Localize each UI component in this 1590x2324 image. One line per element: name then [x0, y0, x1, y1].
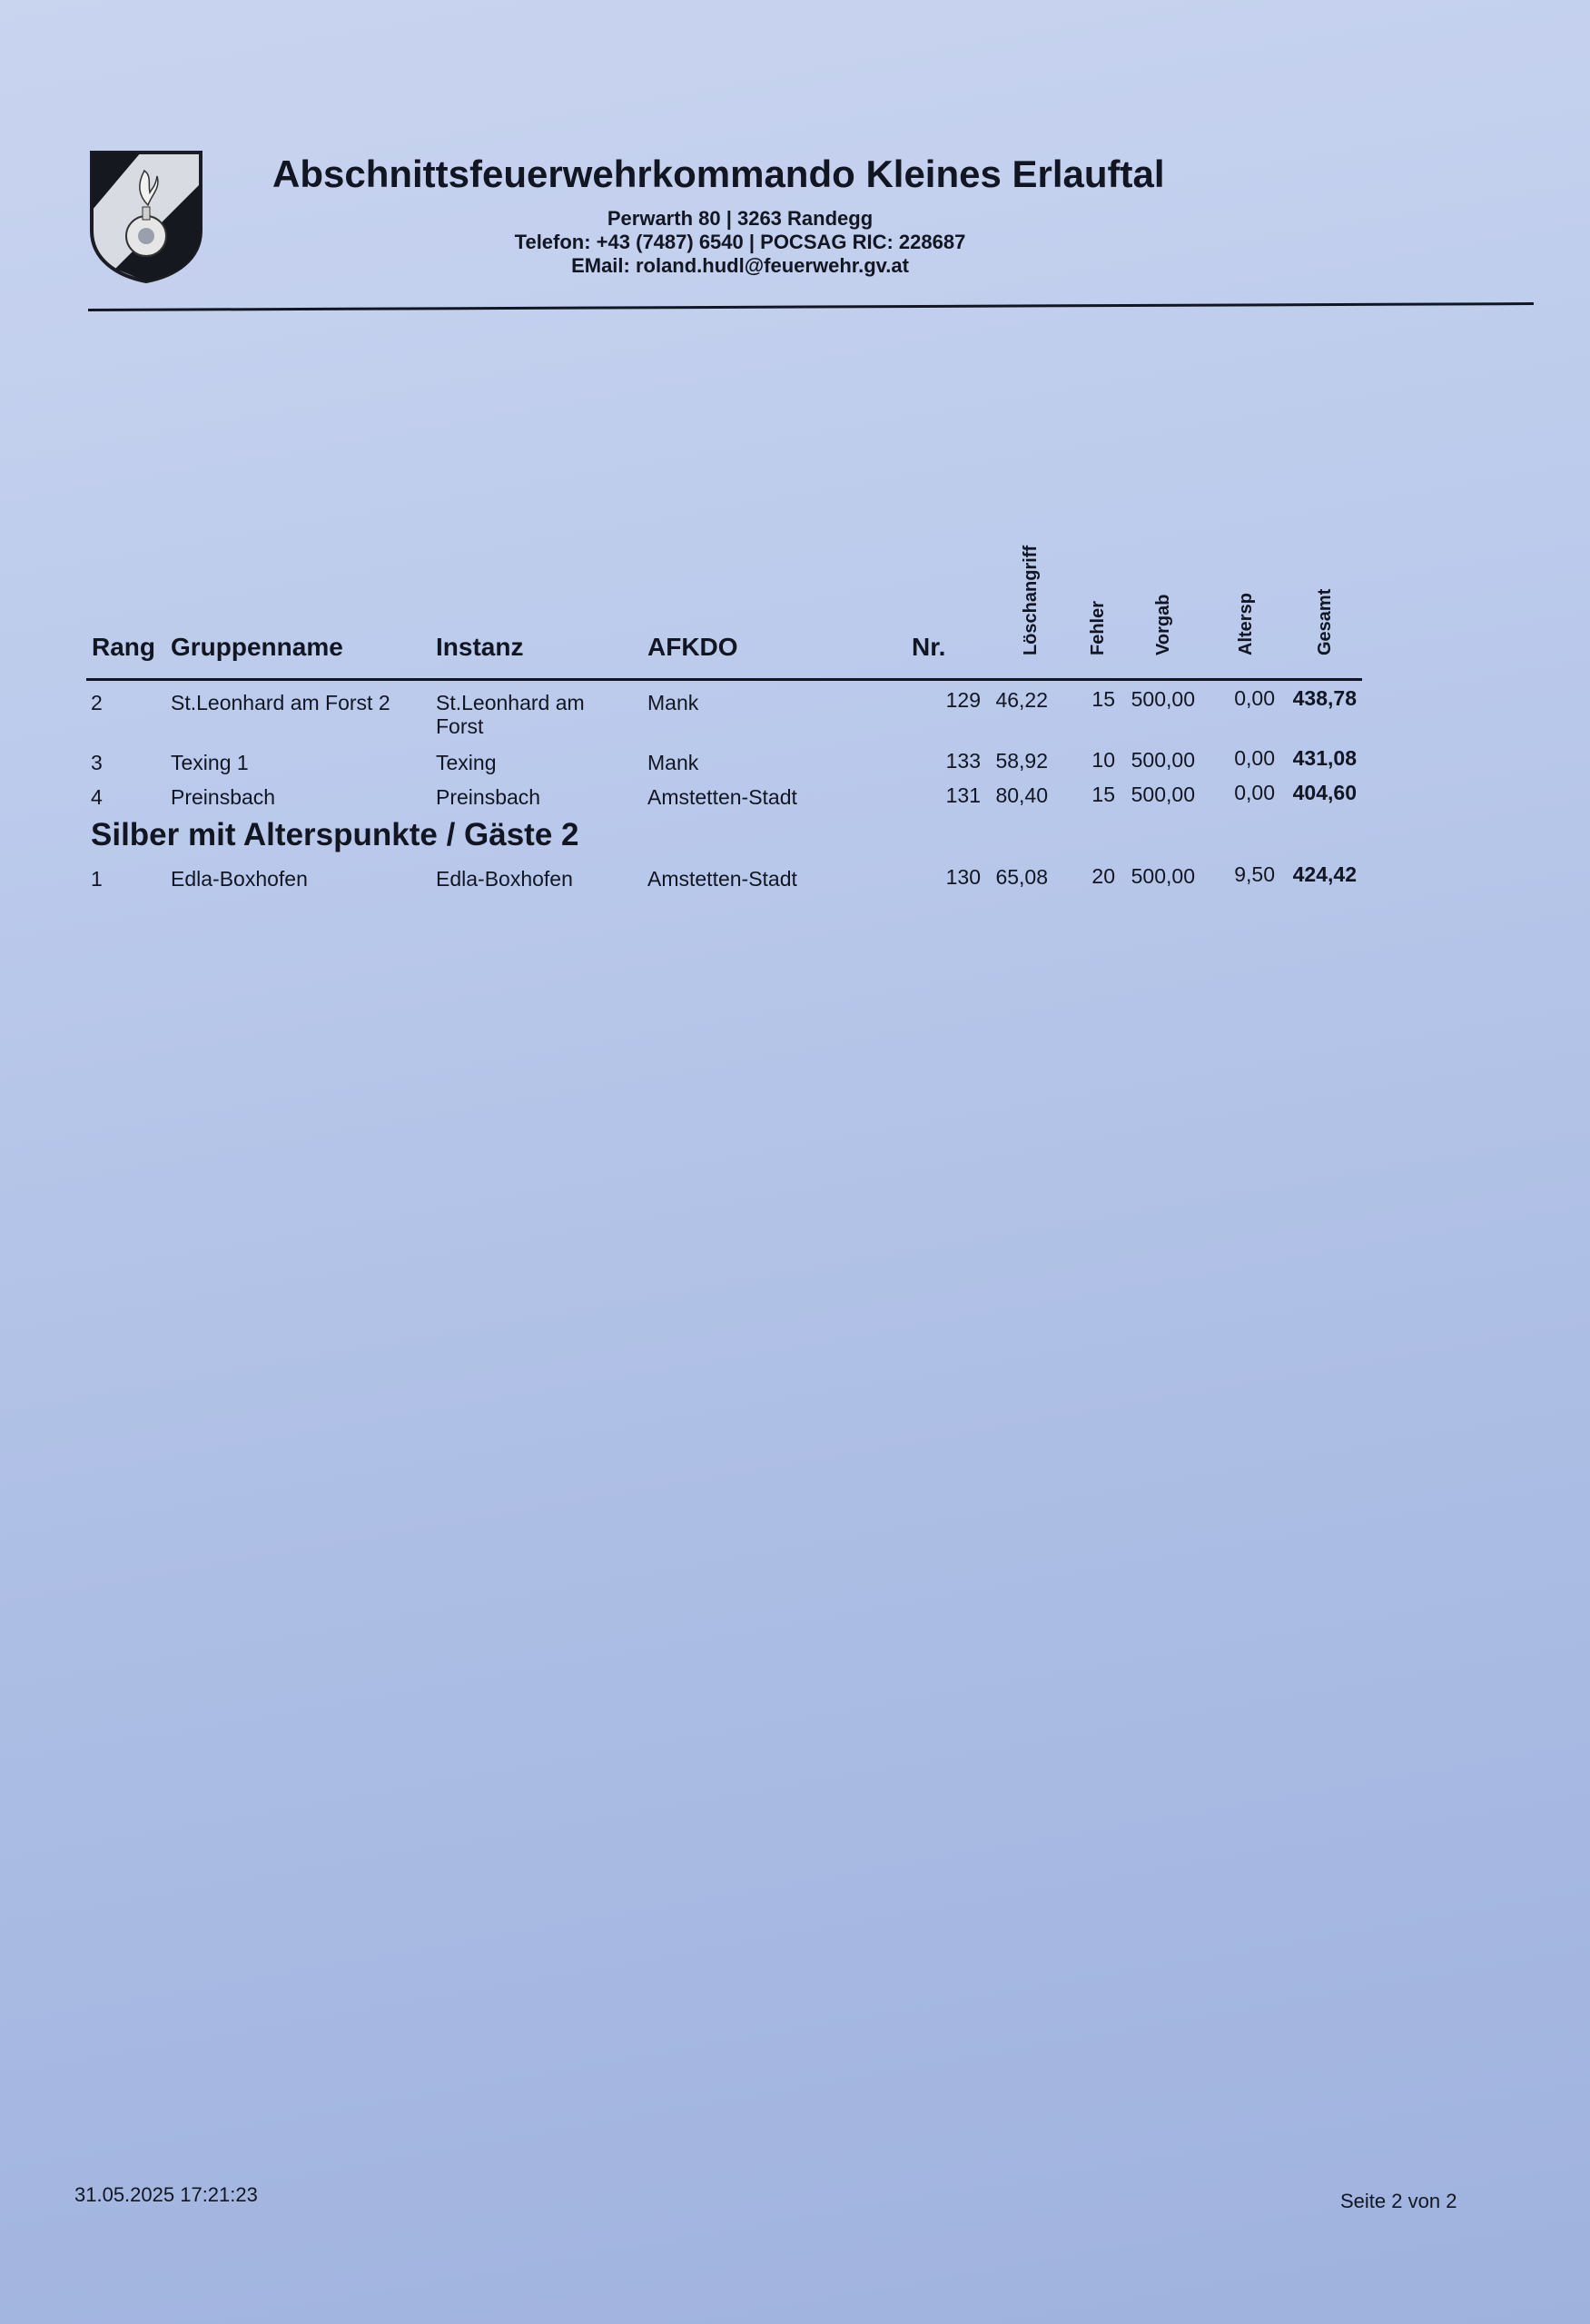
- col-header-gesamt: Gesamt: [1315, 588, 1335, 655]
- cell-loeschangriff: 46,22: [995, 688, 1048, 712]
- cell-altersp: 9,50: [1234, 862, 1275, 886]
- cell-fehler: 15: [1091, 783, 1115, 806]
- col-header-nr: Nr.: [912, 633, 946, 661]
- cell-afkdo: Mank: [647, 691, 699, 714]
- cell-altersp: 0,00: [1234, 686, 1275, 710]
- cell-rang: 4: [91, 785, 103, 809]
- table-header-rule: [86, 678, 1362, 681]
- cell-instanz: St.Leonhard am Forst: [436, 691, 585, 738]
- letterhead-title: Abschnittsfeuerwehrkommando Kleines Erlauftal: [272, 153, 1165, 195]
- cell-fehler: 20: [1091, 864, 1115, 888]
- cell-rang: 2: [91, 691, 103, 714]
- cell-nr: 131: [945, 783, 981, 807]
- results-table: [0, 0, 1590, 908]
- cell-rang: 1: [91, 867, 103, 891]
- col-header-gruppenname: Gruppenname: [171, 633, 343, 661]
- col-header-instanz: Instanz: [436, 633, 524, 661]
- cell-gesamt: 404,60: [1292, 781, 1357, 804]
- cell-vorgab: 500,00: [1131, 783, 1195, 806]
- cell-gruppenname: Edla-Boxhofen: [171, 867, 308, 891]
- cell-afkdo: Amstetten-Stadt: [647, 785, 797, 809]
- cell-altersp: 0,00: [1234, 781, 1275, 804]
- cell-instanz: Texing: [436, 751, 497, 774]
- cell-vorgab: 500,00: [1131, 748, 1195, 772]
- col-header-fehler: Fehler: [1088, 600, 1108, 655]
- cell-afkdo: Amstetten-Stadt: [647, 867, 797, 891]
- cell-loeschangriff: 65,08: [995, 865, 1048, 889]
- col-header-vorgab: Vorgab: [1153, 594, 1173, 655]
- cell-gesamt: 424,42: [1292, 862, 1357, 886]
- col-header-loeschangriff: Löschangriff: [1021, 545, 1041, 655]
- col-header-rang: Rang: [92, 633, 155, 661]
- cell-gruppenname: Preinsbach: [171, 785, 276, 809]
- letterhead-address: Perwarth 80 | 3263 Randegg: [607, 207, 874, 230]
- cell-instanz: Edla-Boxhofen: [436, 867, 573, 891]
- cell-vorgab: 500,00: [1131, 864, 1195, 888]
- cell-nr: 129: [945, 688, 981, 712]
- letterhead-email: EMail: roland.hudl@feuerwehr.gv.at: [571, 254, 909, 277]
- cell-instanz: Preinsbach: [436, 785, 541, 809]
- cell-loeschangriff: 80,40: [995, 783, 1048, 807]
- letterhead-phone: Telefon: +43 (7487) 6540 | POCSAG RIC: 228687: [514, 231, 966, 253]
- cell-gesamt: 431,08: [1292, 746, 1357, 770]
- footer-timestamp: 31.05.2025 17:21:23: [74, 2183, 258, 2206]
- cell-rang: 3: [91, 751, 103, 774]
- cell-vorgab: 500,00: [1131, 687, 1195, 711]
- cell-fehler: 15: [1091, 687, 1115, 711]
- cell-gesamt: 438,78: [1292, 686, 1357, 710]
- section-title: Silber mit Alterspunkte / Gäste 2: [91, 817, 579, 852]
- cell-fehler: 10: [1091, 748, 1115, 772]
- cell-nr: 130: [945, 865, 981, 889]
- cell-nr: 133: [945, 749, 981, 773]
- col-header-altersp: Altersp: [1236, 593, 1256, 655]
- footer-page-number: Seite 2 von 2: [1340, 2190, 1457, 2212]
- col-header-afkdo: AFKDO: [647, 633, 738, 661]
- cell-altersp: 0,00: [1234, 746, 1275, 770]
- cell-gruppenname: Texing 1: [171, 751, 249, 774]
- cell-gruppenname: St.Leonhard am Forst 2: [171, 691, 390, 714]
- cell-afkdo: Mank: [647, 751, 699, 774]
- cell-loeschangriff: 58,92: [995, 749, 1048, 773]
